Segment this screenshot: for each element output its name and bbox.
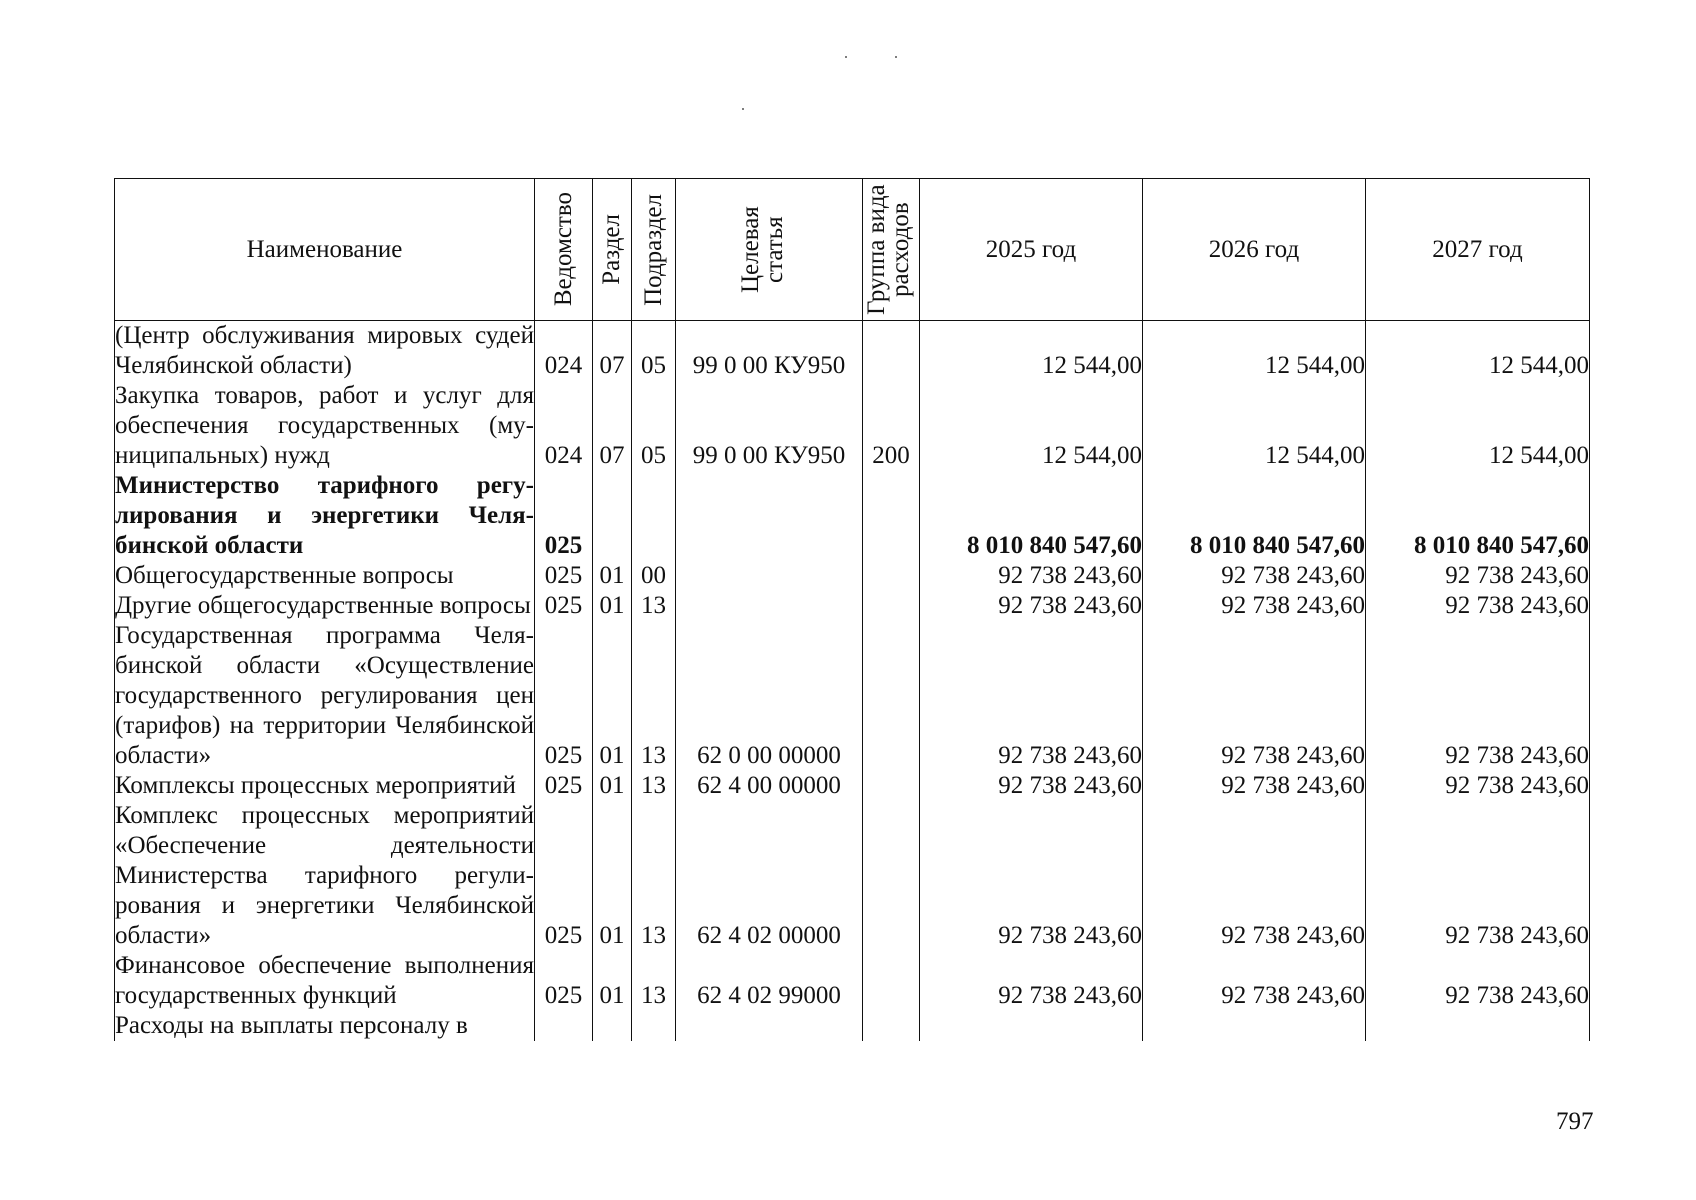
row-amount-2027: 8 010 840 547,60 [1366, 471, 1590, 561]
row-name: Государственная программа Челябинской области «Осуществление государственного регулирования цен (тарифов) на территории Челябинской области» [115, 622, 534, 769]
row-subsection: 13 [632, 951, 676, 1011]
row-expense-group [863, 1011, 920, 1041]
table-row [115, 321, 1590, 382]
header-expense-group-label: Группа вида расходов [863, 184, 914, 315]
budget-table [114, 178, 1590, 1041]
row-amount-2026: 92 738 243,60 [1143, 951, 1366, 1011]
row-section: 01 [593, 771, 632, 801]
row-amount-2027: 12 544,00 [1366, 321, 1590, 382]
row-ministry [535, 1011, 593, 1041]
row-name: Расходы на выплаты персоналу в [115, 1011, 535, 1041]
row-name: Другие общегосударственные вопросы [115, 591, 535, 621]
row-amount-2025: 92 738 243,60 [920, 561, 1143, 591]
row-name: (Центр обслуживания мировых судей Челябинской области) [115, 322, 534, 379]
header-ministry [535, 179, 593, 321]
row-amount-2025: 92 738 243,60 [920, 801, 1143, 951]
row-section: 01 [593, 951, 632, 1011]
row-ministry: 025 [535, 801, 593, 951]
row-amount-2027 [1366, 1011, 1590, 1041]
row-name: Комплексы процессных мероприятий [115, 771, 535, 801]
row-amount-2027: 92 738 243,60 [1366, 621, 1590, 771]
table-row [115, 801, 1590, 951]
row-amount-2025: 92 738 243,60 [920, 621, 1143, 771]
row-subsection [632, 1011, 676, 1041]
header-expense-group [863, 179, 920, 321]
row-ministry: 025 [535, 771, 593, 801]
row-expense-group [863, 561, 920, 591]
row-expense-group [863, 471, 920, 561]
header-row [115, 179, 1590, 321]
table-row [115, 561, 1590, 591]
header-2026: 2026 год [1143, 179, 1366, 321]
row-section [593, 1011, 632, 1041]
row-expense-group [863, 771, 920, 801]
row-subsection: 05 [632, 381, 676, 471]
row-subsection [632, 471, 676, 561]
table-row [115, 1011, 1590, 1041]
row-amount-2027: 92 738 243,60 [1366, 771, 1590, 801]
row-expense-group [863, 951, 920, 1011]
row-target-article: 62 4 02 00000 [676, 801, 863, 951]
row-expense-group [863, 801, 920, 951]
row-ministry: 024 [535, 381, 593, 471]
row-subsection: 00 [632, 561, 676, 591]
row-target-article [676, 1011, 863, 1041]
table-row [115, 381, 1590, 471]
header-subsection-label: Подраздел [639, 193, 667, 306]
row-amount-2026: 92 738 243,60 [1143, 591, 1366, 621]
header-2027: 2027 год [1366, 179, 1590, 321]
row-ministry: 025 [535, 471, 593, 561]
row-target-article: 62 0 00 00000 [676, 621, 863, 771]
row-section: 07 [593, 381, 632, 471]
row-amount-2027: 92 738 243,60 [1366, 591, 1590, 621]
row-target-article: 99 0 00 КУ950 [676, 321, 863, 382]
row-amount-2025: 92 738 243,60 [920, 951, 1143, 1011]
row-amount-2026 [1143, 1011, 1366, 1041]
table-row [115, 951, 1590, 1011]
row-target-article: 99 0 00 КУ950 [676, 381, 863, 471]
row-expense-group [863, 591, 920, 621]
row-amount-2025: 92 738 243,60 [920, 591, 1143, 621]
row-section [593, 471, 632, 561]
table-body [115, 321, 1590, 1042]
row-expense-group: 200 [863, 381, 920, 471]
header-section-label: Раздел [598, 214, 625, 285]
row-amount-2026: 92 738 243,60 [1143, 621, 1366, 771]
row-target-article [676, 471, 863, 561]
row-subsection: 05 [632, 321, 676, 382]
row-target-article: 62 4 02 99000 [676, 951, 863, 1011]
row-section: 01 [593, 591, 632, 621]
scan-dot [845, 56, 847, 58]
table-row [115, 471, 1590, 561]
row-target-article [676, 561, 863, 591]
row-expense-group [863, 621, 920, 771]
row-amount-2025: 12 544,00 [920, 381, 1143, 471]
row-ministry: 025 [535, 561, 593, 591]
row-amount-2026: 92 738 243,60 [1143, 801, 1366, 951]
row-section: 01 [593, 561, 632, 591]
row-amount-2026: 8 010 840 547,60 [1143, 471, 1366, 561]
row-expense-group [863, 321, 920, 382]
row-name: Комплекс процессных мероприятий «Обеспечение деятельности Министерства тарифного регулирования и энергетики Челябинской области» [115, 802, 534, 949]
row-name: Общегосударственные вопросы [115, 561, 535, 591]
row-subsection: 13 [632, 591, 676, 621]
row-amount-2025 [920, 1011, 1143, 1041]
header-ministry-label: Ведомство [549, 192, 577, 307]
row-name: Финансовое обеспечение выполнения государственных функций [115, 952, 534, 1009]
row-name: Министерство тарифного регулирования и энергетики Челябинской области [115, 472, 534, 559]
row-amount-2025: 92 738 243,60 [920, 771, 1143, 801]
row-name: Закупка товаров, работ и услуг для обеспечения государственных (муниципальных) нужд [115, 382, 534, 469]
header-subsection [632, 179, 676, 321]
row-amount-2025: 12 544,00 [920, 321, 1143, 382]
table-row [115, 621, 1590, 771]
row-ministry: 024 [535, 321, 593, 382]
row-section: 07 [593, 321, 632, 382]
row-amount-2026: 92 738 243,60 [1143, 561, 1366, 591]
row-target-article [676, 591, 863, 621]
row-ministry: 025 [535, 591, 593, 621]
row-amount-2027: 92 738 243,60 [1366, 951, 1590, 1011]
header-2025: 2025 год [920, 179, 1143, 321]
scan-dot [742, 108, 744, 110]
row-subsection: 13 [632, 801, 676, 951]
row-amount-2026: 12 544,00 [1143, 321, 1366, 382]
table-row [115, 591, 1590, 621]
scan-dot [895, 56, 897, 58]
page-number: 797 [1556, 1108, 1594, 1135]
row-amount-2027: 92 738 243,60 [1366, 561, 1590, 591]
header-target-article-label: Целевая статья [737, 206, 788, 293]
row-amount-2027: 12 544,00 [1366, 381, 1590, 471]
row-amount-2027: 92 738 243,60 [1366, 801, 1590, 951]
row-target-article: 62 4 00 00000 [676, 771, 863, 801]
row-amount-2026: 92 738 243,60 [1143, 771, 1366, 801]
row-ministry: 025 [535, 951, 593, 1011]
header-name: Наименование [115, 179, 535, 321]
header-section [593, 179, 632, 321]
row-amount-2026: 12 544,00 [1143, 381, 1366, 471]
row-section: 01 [593, 621, 632, 771]
header-target-article [676, 179, 863, 321]
row-amount-2025: 8 010 840 547,60 [920, 471, 1143, 561]
row-subsection: 13 [632, 771, 676, 801]
row-ministry: 025 [535, 621, 593, 771]
row-section: 01 [593, 801, 632, 951]
row-subsection: 13 [632, 621, 676, 771]
table-row [115, 771, 1590, 801]
